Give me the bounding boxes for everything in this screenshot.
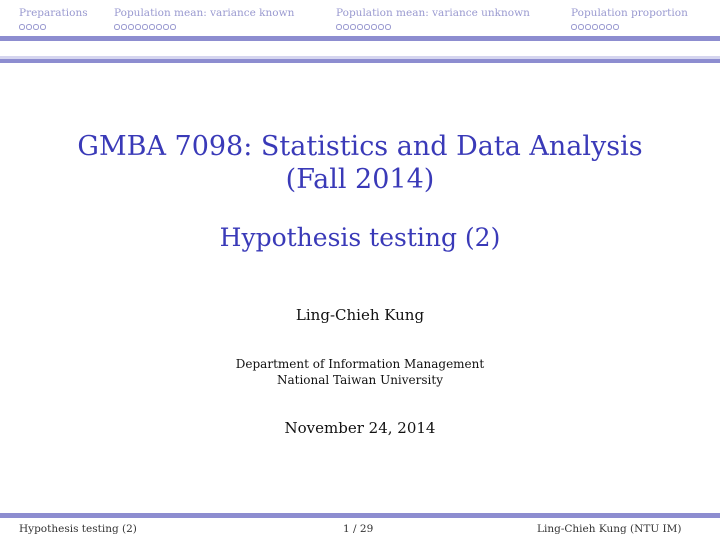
nav-dot[interactable]	[135, 24, 141, 30]
nav-dots-variance-unknown	[336, 24, 391, 32]
nav-section-variance-unknown[interactable]: Population mean: variance unknown	[336, 7, 530, 19]
nav-section-proportion[interactable]: Population proportion	[571, 7, 688, 19]
nav-dots-variance-known	[114, 24, 176, 32]
nav-section-variance-known[interactable]: Population mean: variance known	[114, 7, 295, 19]
nav-dots-preparations	[19, 24, 46, 32]
nav-dot[interactable]	[114, 24, 120, 30]
nav-dot[interactable]	[357, 24, 363, 30]
nav-dot[interactable]	[343, 24, 349, 30]
nav-dot[interactable]	[571, 24, 577, 30]
nav-dot[interactable]	[26, 24, 32, 30]
slide-subtitle: Hypothesis testing (2)	[219, 223, 501, 252]
institute-line-2: National Taiwan University	[276, 373, 443, 387]
header-divider-band	[0, 36, 720, 41]
date: November 24, 2014	[284, 419, 436, 437]
nav-dot[interactable]	[128, 24, 134, 30]
nav-dot[interactable]	[592, 24, 598, 30]
header-band-dark	[0, 59, 720, 63]
footer-page-number: 1 / 29	[343, 523, 374, 535]
nav-dot[interactable]	[613, 24, 619, 30]
nav-dot[interactable]	[606, 24, 612, 30]
nav-dot[interactable]	[350, 24, 356, 30]
nav-dot[interactable]	[142, 24, 148, 30]
nav-section-preparations[interactable]: Preparations	[19, 7, 88, 19]
nav-dot[interactable]	[163, 24, 169, 30]
nav-dot[interactable]	[33, 24, 39, 30]
institute-line-1: Department of Information Management	[235, 357, 485, 371]
slide-title-line-1: GMBA 7098: Statistics and Data Analysis	[77, 131, 643, 162]
nav-dot[interactable]	[599, 24, 605, 30]
slide-title	[0, 130, 720, 196]
nav-dot[interactable]	[364, 24, 370, 30]
nav-dot[interactable]	[378, 24, 384, 30]
slide-title-line-2: (Fall 2014)	[285, 164, 435, 195]
nav-dot[interactable]	[578, 24, 584, 30]
footer-author: Ling-Chieh Kung (NTU IM)	[537, 523, 682, 535]
author: Ling-Chieh Kung	[295, 306, 425, 324]
nav-dot[interactable]	[170, 24, 176, 30]
nav-dot[interactable]	[121, 24, 127, 30]
nav-dot[interactable]	[585, 24, 591, 30]
footer-short-title: Hypothesis testing (2)	[19, 523, 137, 535]
nav-dot[interactable]	[40, 24, 46, 30]
nav-dot[interactable]	[149, 24, 155, 30]
institute	[0, 356, 720, 388]
nav-dot[interactable]	[385, 24, 391, 30]
nav-dot[interactable]	[19, 24, 25, 30]
nav-dots-proportion	[571, 24, 619, 32]
nav-dot[interactable]	[156, 24, 162, 30]
nav-dot[interactable]	[371, 24, 377, 30]
nav-dot[interactable]	[336, 24, 342, 30]
